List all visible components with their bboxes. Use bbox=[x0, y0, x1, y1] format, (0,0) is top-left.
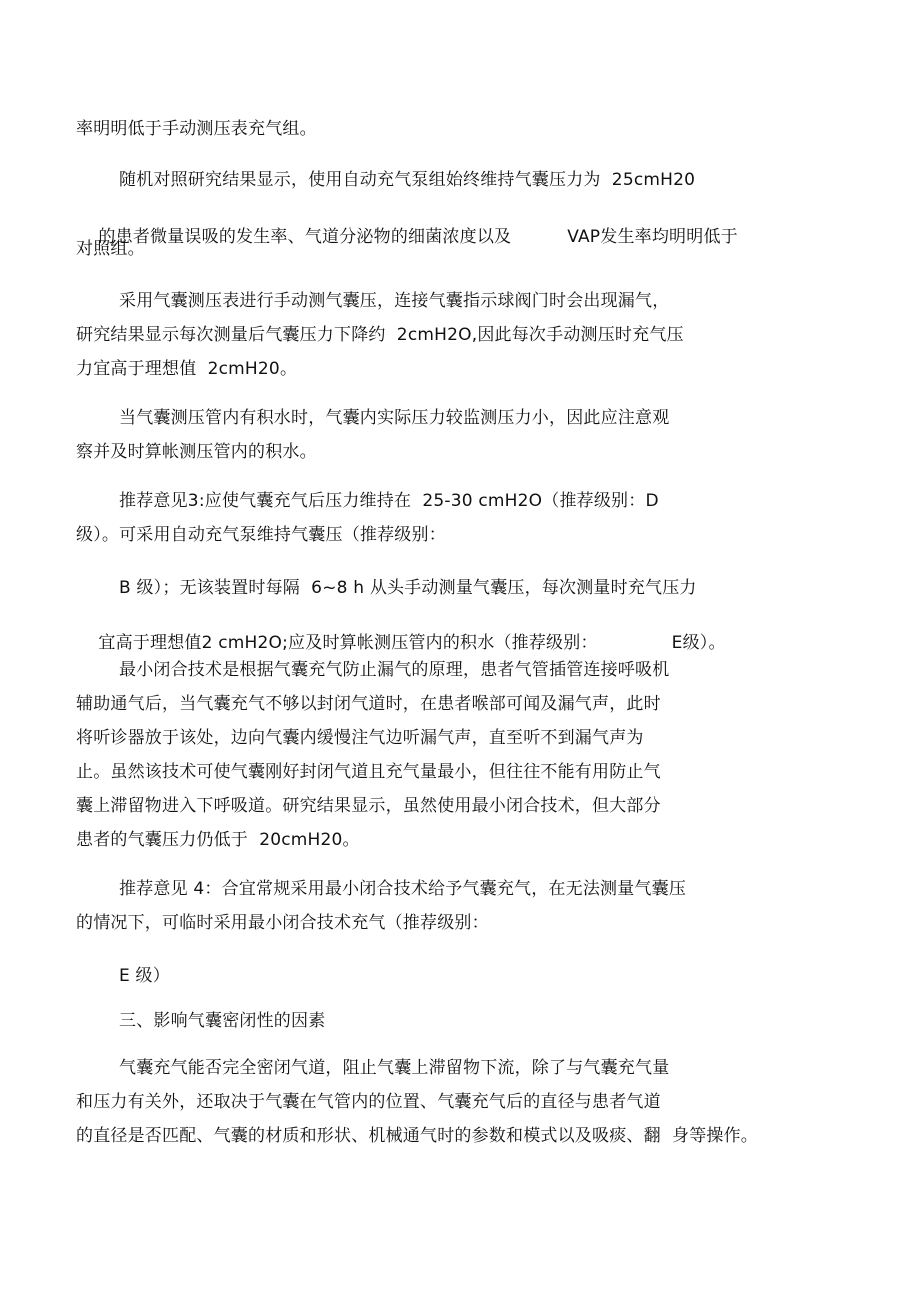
text-line bbox=[76, 204, 738, 270]
text-line: 患者的气囊压力仍低于 20cmH20。 bbox=[76, 830, 360, 850]
text-segment: E级）。 bbox=[671, 633, 726, 653]
text-line: 级）。可采用自动充气泵维持气囊压（推荐级别： bbox=[76, 525, 446, 545]
text-line: 研究结果显示每次测量后气囊压力下降约 2cmH2O,因此每次手动测压时充气压 bbox=[76, 325, 684, 345]
text-line: 察并及时算帐测压管内的积水。 bbox=[76, 442, 317, 462]
text-line: 推荐意见3:应使气囊充气后压力维持在 25-30 cmH2O（推荐级别：D bbox=[119, 491, 659, 511]
text-line: 最小闭合技术是根据气囊充气防止漏气的原理，患者气管插管连接呼吸机 bbox=[119, 660, 670, 680]
text-line: 随机对照研究结果显示，使用自动充气泵组始终维持气囊压力为 25cmH20 bbox=[119, 170, 696, 190]
text-line: 止。虽然该技术可使气囊刚好封闭气道且充气量最小，但往往不能有用防止气 bbox=[76, 762, 661, 782]
text-line: 将听诊器放于该处，边向气囊内缓慢注气边听漏气声，直至听不到漏气声为 bbox=[76, 728, 644, 748]
text-segment: 的患者微量误吸的发生率、气道分泌物的细菌浓度以及 bbox=[98, 227, 512, 247]
text-line: B 级）；无该装置时每隔 6~8 h 从头手动测量气囊压，每次测量时充气压力 bbox=[119, 578, 697, 598]
text-line: E 级） bbox=[119, 966, 170, 986]
section-heading: 三、影响气囊密闭性的因素 bbox=[119, 1011, 326, 1031]
text-line: 辅助通气后，当气囊充气不够以封闭气道时，在患者喉部可闻及漏气声，此时 bbox=[76, 694, 661, 714]
text-line: 对照组。 bbox=[76, 239, 145, 259]
text-line: 的直径是否匹配、气囊的材质和形状、机械通气时的参数和模式以及吸痰、翻 身等操作。 bbox=[76, 1126, 759, 1146]
text-segment: 宜高于理想值2 cmH2O;应及时算帐测压管内的积水（推荐级别： bbox=[98, 633, 598, 653]
text-line: 推荐意见 4：合宜常规采用最小闭合技术给予气囊充气，在无法测量气囊压 bbox=[119, 879, 687, 899]
text-line: 囊上滞留物进入下呼吸道。研究结果显示，虽然使用最小闭合技术，但大部分 bbox=[76, 796, 661, 816]
text-line: 当气囊测压管内有积水时，气囊内实际压力较监测压力小，因此应注意观 bbox=[119, 408, 670, 428]
text-line: 率明明低于手动测压表充气组。 bbox=[76, 119, 317, 139]
text-segment: VAP发生率均明明低于 bbox=[567, 227, 738, 247]
text-line: 气囊充气能否完全密闭气道，阻止气囊上滞留物下流，除了与气囊充气量 bbox=[119, 1058, 670, 1078]
text-line: 力宜高于理想值 2cmH20。 bbox=[76, 359, 298, 379]
text-line: 采用气囊测压表进行手动测气囊压，连接气囊指示球阀门时会出现漏气， bbox=[119, 291, 670, 311]
text-line: 和压力有关外，还取决于气囊在气管内的位置、气囊充气后的直径与患者气道 bbox=[76, 1092, 661, 1112]
text-line: 的情况下，可临时采用最小闭合技术充气（推荐级别： bbox=[76, 913, 489, 933]
